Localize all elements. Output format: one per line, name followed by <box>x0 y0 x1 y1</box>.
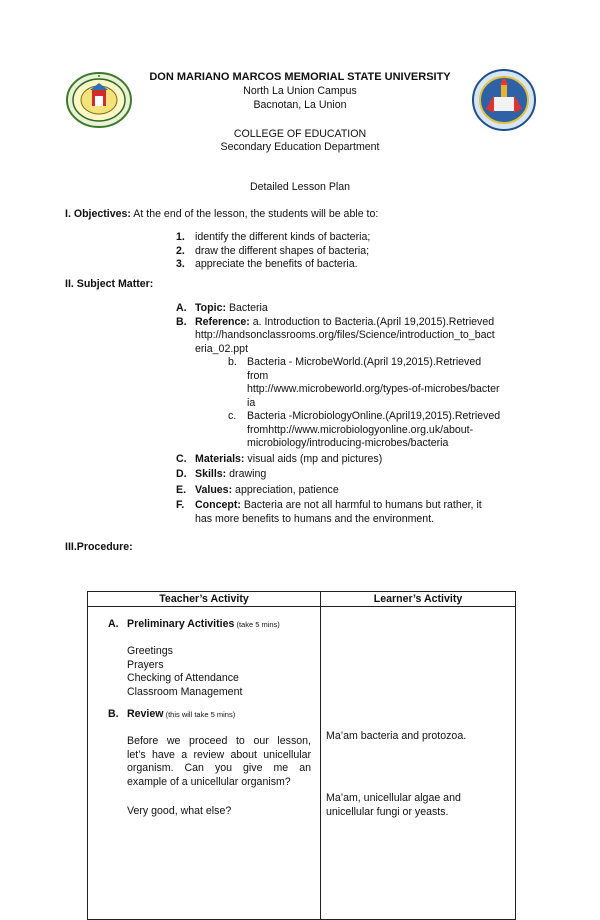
skills-item: D. Skills: drawing <box>176 468 267 480</box>
review-section: B. Review (this will take 5 mins) <box>108 708 236 720</box>
preliminary-list <box>127 645 242 699</box>
reference-c: c. Bacteria -MicrobiologyOnline.(April19,2015).Retrieved <box>228 410 501 422</box>
reference-c-url-cont: microbiology/introducing-microbes/bacteria <box>247 437 449 449</box>
document-title: Detailed Lesson Plan <box>249 181 351 193</box>
reference-c-url: fromhttp://www.microbiologyonline.org.uk/about- <box>247 423 474 436</box>
campus-name: North La Union Campus <box>243 85 357 97</box>
objectives-intro: At the end of the lesson, the students will be able to: <box>130 208 379 220</box>
list-item: Checking of Attendance <box>127 672 239 684</box>
objective-item: 2. draw the different shapes of bacteria; <box>176 244 370 257</box>
university-name: DON MARIANO MARCOS MEMORIAL STATE UNIVERSITY <box>149 71 451 83</box>
table-row <box>88 607 516 920</box>
reference-b-url: http://www.microbeworld.org/types-of-microbes/bacter <box>247 383 500 395</box>
review-question: Before we proceed to our lesson, let’s have a review about unicellular organism. Can you give me an example of a unicellular organism? <box>127 735 311 788</box>
campus-location: Bacnotan, La Union <box>253 99 347 111</box>
teacher-activity-header: Teacher’s Activity <box>88 592 321 607</box>
objectives-heading: I. Objectives: <box>65 208 131 220</box>
list-item: Classroom Management <box>127 685 243 698</box>
topic-item: A. Topic: Bacteria <box>176 302 268 314</box>
table-header-row <box>88 592 516 607</box>
learner-answer-1: Ma’am bacteria and protozoa. <box>326 730 467 742</box>
subject-matter-list <box>176 302 536 526</box>
concept-item: F. Concept: Bacteria are not all harmful to humans but rather, it <box>176 499 482 511</box>
procedure-table <box>87 591 516 920</box>
learner-answer-2: Ma’am, unicellular algae and unicellular fungi or yeasts. <box>326 792 461 818</box>
reference-a-url: http://handsonclassrooms.org/files/Science/introduction_to_bact <box>195 329 495 341</box>
reference-b-from: from <box>247 369 269 382</box>
objectives-section <box>65 208 378 220</box>
reference-b: b. Bacteria - MicrobeWorld.(April 19,2015).Retrieved <box>228 356 482 368</box>
list-item: Prayers <box>127 658 164 671</box>
objective-item: 1. identify the different kinds of bacteria; <box>176 231 371 243</box>
preliminary-activities: A. Preliminary Activities (take 5 mins) <box>108 618 280 630</box>
procedure-heading: III.Procedure: <box>65 541 133 553</box>
reference-item: B. Reference: a. Introduction to Bacteria.(April 19,2015).Retrieved <box>176 315 495 328</box>
very-good-prompt: Very good, what else? <box>127 805 232 817</box>
list-item: Greetings <box>127 645 173 657</box>
department-name: Secondary Education Department <box>220 141 380 153</box>
values-item: E. Values: appreciation, patience <box>176 483 339 496</box>
teacher-activity-cell <box>88 607 321 920</box>
concept-cont: has more benefits to humans and the environment. <box>195 512 435 525</box>
materials-item: C. Materials: visual aids (mp and pictures) <box>176 452 383 465</box>
learner-activity-header: Learner’s Activity <box>321 592 516 607</box>
reference-a-url-cont: eria_02.ppt <box>195 342 249 355</box>
learner-activity-cell <box>321 607 516 920</box>
subject-matter-heading: II. Subject Matter: <box>65 278 154 290</box>
objectives-list <box>176 231 370 272</box>
reference-b-url-cont: ia <box>247 396 256 409</box>
college-name: COLLEGE OF EDUCATION <box>233 128 367 140</box>
objective-item: 3. appreciate the benefits of bacteria. <box>176 258 358 270</box>
